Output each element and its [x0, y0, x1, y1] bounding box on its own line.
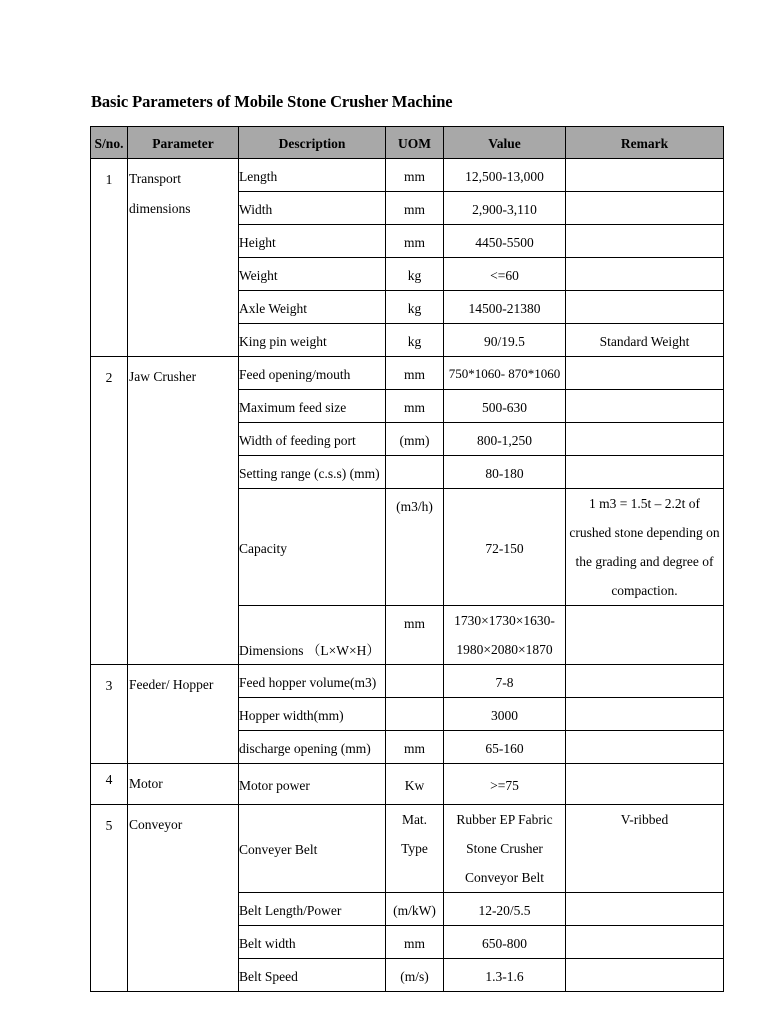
row-value: 3000: [444, 698, 566, 731]
row-description: Hopper width(mm): [239, 698, 386, 731]
row-description: Dimensions （L×W×H）: [239, 606, 386, 665]
row-remark: [566, 698, 724, 731]
remark-line: crushed stone depending on: [569, 525, 720, 540]
parameter-line: Feeder/ Hopper: [129, 677, 214, 692]
row-remark: [566, 959, 724, 992]
row-description: Motor power: [239, 764, 386, 805]
row-value: 65-160: [444, 731, 566, 764]
row-uom: kg: [386, 258, 444, 291]
row-description: Setting range (c.s.s) (mm): [239, 456, 386, 489]
row-uom: (m/s): [386, 959, 444, 992]
row-uom: mm: [386, 926, 444, 959]
table-row: [91, 665, 724, 698]
row-value: [444, 606, 566, 665]
row-value: <=60: [444, 258, 566, 291]
row-parameter: [128, 764, 239, 805]
table-row: [91, 764, 724, 805]
row-description: Height: [239, 225, 386, 258]
table-row: [91, 805, 724, 893]
row-remark: [566, 926, 724, 959]
row-value: 1.3-1.6: [444, 959, 566, 992]
row-value: 12,500-13,000: [444, 159, 566, 192]
remark-line: the grading and degree of: [575, 554, 714, 569]
row-uom: mm: [386, 159, 444, 192]
row-value: 80-180: [444, 456, 566, 489]
row-description: Belt Length/Power: [239, 893, 386, 926]
row-description: Length: [239, 159, 386, 192]
document-title: Basic Parameters of Mobile Stone Crusher Machine: [91, 92, 453, 111]
row-value: 90/19.5: [444, 324, 566, 357]
header-description: Description: [239, 127, 386, 159]
row-sno: 5: [91, 805, 128, 992]
parameter-line: Transport: [129, 171, 182, 186]
row-uom: [386, 805, 444, 893]
row-description: Weight: [239, 258, 386, 291]
row-value: 2,900-3,110: [444, 192, 566, 225]
row-description: Width of feeding port: [239, 423, 386, 456]
table-header-row: [91, 127, 724, 159]
remark-line: 1 m3 = 1.5t – 2.2t of: [588, 496, 701, 511]
row-uom: (m/kW): [386, 893, 444, 926]
row-uom: mm: [386, 606, 444, 665]
row-remark: [566, 893, 724, 926]
parameter-line: Jaw Crusher: [129, 369, 197, 384]
row-value: 500-630: [444, 390, 566, 423]
row-uom: [386, 456, 444, 489]
parameters-table: [90, 126, 724, 992]
row-description: Capacity: [239, 489, 386, 606]
row-value: 14500-21380: [444, 291, 566, 324]
row-description: King pin weight: [239, 324, 386, 357]
row-remark: [566, 665, 724, 698]
row-remark: [566, 489, 724, 606]
row-uom: [386, 698, 444, 731]
row-description: Feed opening/mouth: [239, 357, 386, 390]
row-uom: mm: [386, 731, 444, 764]
row-remark: [566, 258, 724, 291]
table-row: [91, 159, 724, 192]
row-description: Feed hopper volume(m3): [239, 665, 386, 698]
row-uom: mm: [386, 225, 444, 258]
header-remark: Remark: [566, 127, 724, 159]
header-parameter: Parameter: [128, 127, 239, 159]
value-line: 1980×2080×1870: [456, 642, 553, 657]
row-remark: Standard Weight: [566, 324, 724, 357]
table-row: [91, 357, 724, 390]
header-sno: S/no.: [91, 127, 128, 159]
row-parameter: [128, 357, 239, 665]
row-remark: [566, 606, 724, 665]
remark-line: compaction.: [611, 583, 678, 598]
row-remark: [566, 192, 724, 225]
row-uom: (mm): [386, 423, 444, 456]
value-line: 1730×1730×1630-: [454, 613, 555, 628]
row-uom: mm: [386, 357, 444, 390]
row-sno: 3: [91, 665, 128, 764]
row-uom: [386, 665, 444, 698]
parameter-line: dimensions: [129, 201, 191, 216]
row-uom: kg: [386, 324, 444, 357]
row-remark: [566, 731, 724, 764]
value-line: Rubber EP Fabric: [456, 812, 553, 827]
header-value: Value: [444, 127, 566, 159]
row-uom: Kw: [386, 764, 444, 805]
row-parameter: [128, 665, 239, 764]
row-uom: mm: [386, 390, 444, 423]
row-uom: (m3/h): [386, 489, 444, 606]
row-remark: [566, 456, 724, 489]
row-remark: [566, 423, 724, 456]
uom-line: Mat.: [401, 812, 428, 827]
row-sno: 2: [91, 357, 128, 665]
row-value: 7-8: [444, 665, 566, 698]
row-value: 72-150: [444, 489, 566, 606]
row-parameter: [128, 159, 239, 357]
row-value: [444, 805, 566, 893]
uom-line: Type: [401, 841, 428, 856]
row-value: 750*1060- 870*1060: [444, 357, 566, 390]
row-sno: 1: [91, 159, 128, 357]
parameter-line: Motor: [129, 776, 163, 791]
parameter-line: Conveyor: [129, 817, 183, 832]
row-remark: [566, 764, 724, 805]
row-value: 4450-5500: [444, 225, 566, 258]
row-remark: [566, 159, 724, 192]
row-description: Belt Speed: [239, 959, 386, 992]
row-description: Belt width: [239, 926, 386, 959]
row-value: 800-1,250: [444, 423, 566, 456]
row-parameter: [128, 805, 239, 992]
row-remark: [566, 225, 724, 258]
row-value: 650-800: [444, 926, 566, 959]
value-line: Stone Crusher: [466, 841, 543, 856]
row-description: Maximum feed size: [239, 390, 386, 423]
row-uom: kg: [386, 291, 444, 324]
row-remark: [566, 390, 724, 423]
row-value: >=75: [444, 764, 566, 805]
row-uom: mm: [386, 192, 444, 225]
row-sno: 4: [91, 764, 128, 805]
row-description: Conveyer Belt: [239, 805, 386, 893]
value-line: Conveyor Belt: [464, 870, 545, 885]
row-value: 12-20/5.5: [444, 893, 566, 926]
row-description: discharge opening (mm): [239, 731, 386, 764]
row-remark: [566, 357, 724, 390]
row-description: Width: [239, 192, 386, 225]
row-remark: V-ribbed: [566, 805, 724, 893]
row-description: Axle Weight: [239, 291, 386, 324]
header-uom: UOM: [386, 127, 444, 159]
row-remark: [566, 291, 724, 324]
